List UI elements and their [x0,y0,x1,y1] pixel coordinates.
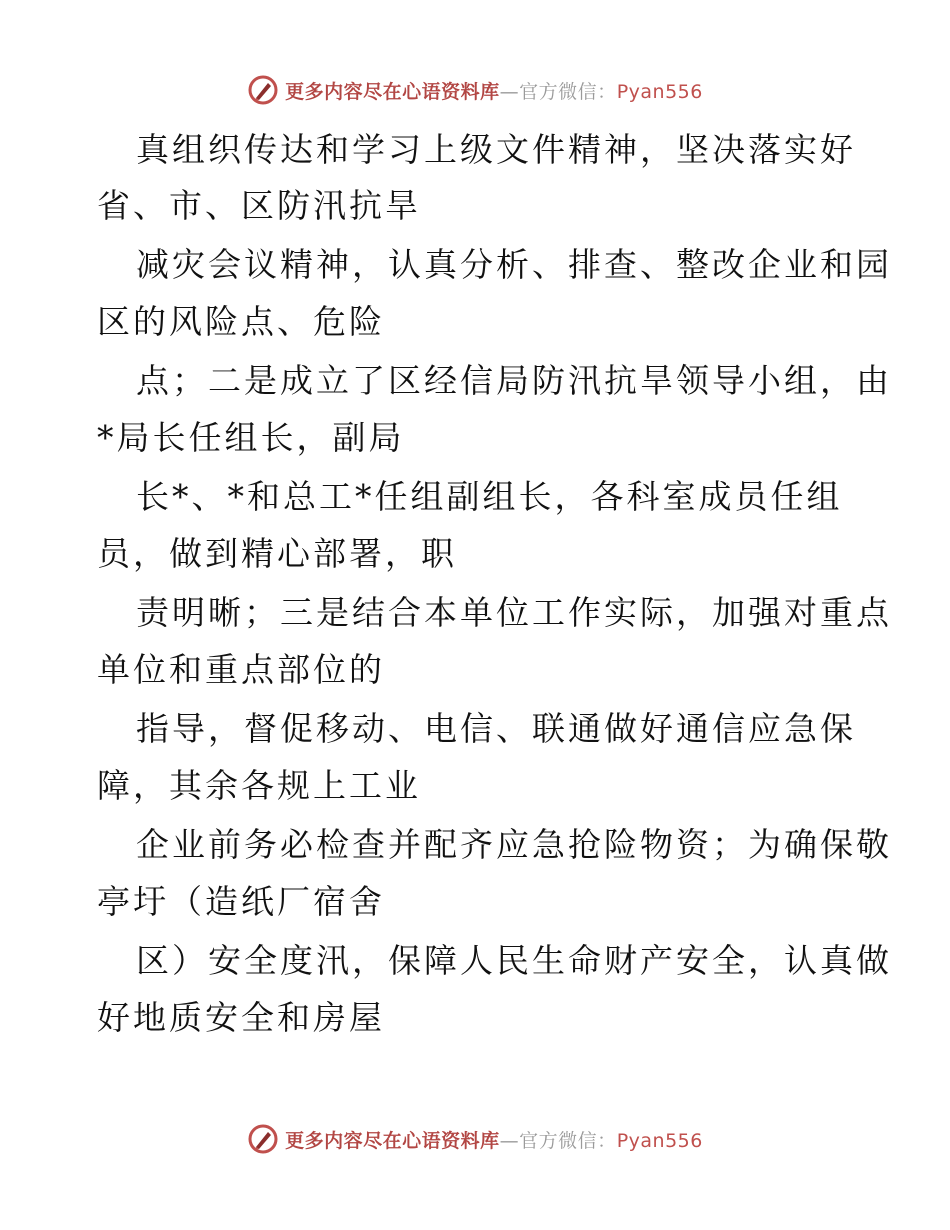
banner-wechat-id: Pyan556 [616,1129,703,1152]
text-line: 好地质安全和房屋 [97,998,385,1037]
text-line: 省、市、区防汛抗旱 [97,186,421,225]
header-banner [0,70,950,110]
text-line: 指导，督促移动、电信、联通做好通信应急保 [136,709,856,748]
text-line: 亭圩（造纸厂宿舍 [97,882,385,921]
text-line: 长*、*和总工*任组副组长，各科室成员任组 [136,477,843,516]
banner-text [285,77,703,104]
text-line: 真组织传达和学习上级文件精神，坚决落实好 [136,130,856,169]
banner-dash: — [499,1129,520,1152]
text-line: 责明晰；三是结合本单位工作实际，加强对重点 [136,593,892,632]
text-line: *局长任组长，副局 [97,418,405,457]
text-line: 区）安全度汛，保障人民生命财产安全，认真做 [136,941,892,980]
banner-text [285,1126,703,1153]
pen-logo-icon [247,1123,279,1155]
pen-logo-icon [247,74,279,106]
text-line: 区的风险点、危险 [97,302,385,341]
text-line: 减灾会议精神，认真分析、排查、整改企业和园 [136,245,892,284]
banner-wechat-label: 官方微信： [519,1129,617,1152]
banner-lead: 更多内容尽在心语资料库 [285,1129,500,1152]
banner-dash: — [499,80,520,103]
footer-banner [0,1119,950,1159]
text-line: 单位和重点部位的 [97,650,385,689]
text-line: 企业前务必检查并配齐应急抢险物资；为确保敬 [136,825,892,864]
banner-wechat-label: 官方微信： [519,80,617,103]
text-line: 点；二是成立了区经信局防汛抗旱领导小组，由 [136,361,892,400]
banner-wechat-id: Pyan556 [616,80,703,103]
text-line: 障，其余各规上工业 [97,766,421,805]
banner-lead: 更多内容尽在心语资料库 [285,80,500,103]
text-line: 员，做到精心部署，职 [97,534,457,573]
